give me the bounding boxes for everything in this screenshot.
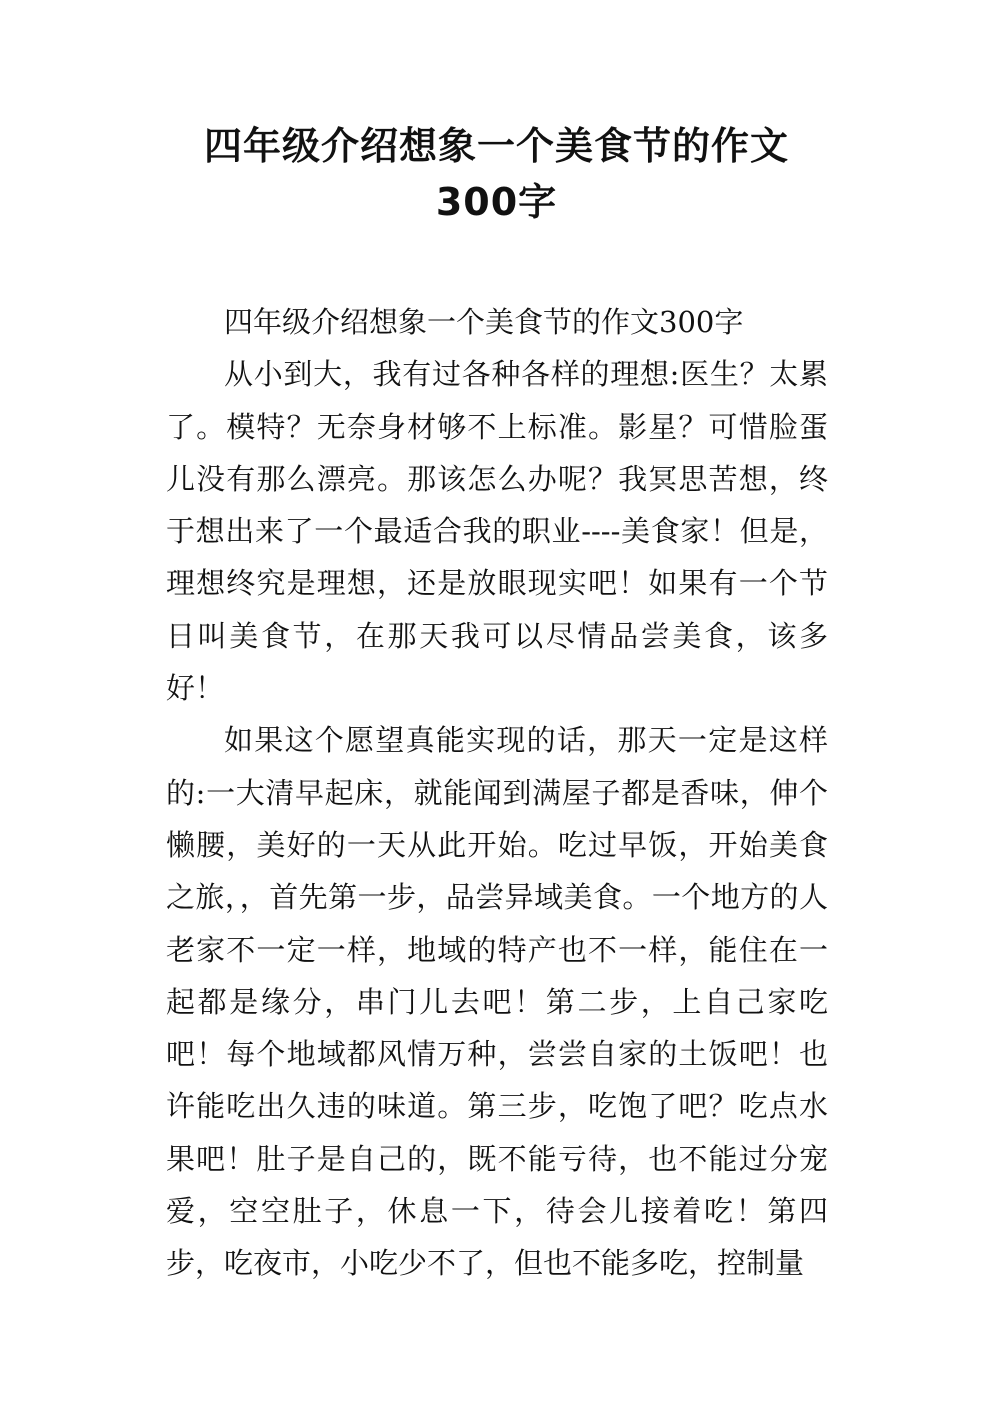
document-body [166, 296, 828, 1290]
paragraph-2: 如果这个愿望真能实现的话，那天一定是这样的:一大清早起床，就能闻到满屋子都是香味，伸个懒腰，美好的一天从此开始。吃过早饭，开始美食之旅，，首先第一步，品尝异域美食。一个地方的人老家不一定一样，地域的特产也不一样，能住在一起都是缘分，串门儿去吧！第二步，上自己家吃吧！每个地域都风情万种，尝尝自家的土饭吧！也许能吃出久违的味道。第三步，吃饱了吧？吃点水果吧！肚子是自己的，既不能亏待，也不能过分宠爱，空空肚子，休息一下，待会儿接着吃！第四步，吃夜市，小吃少不了，但也不能多吃，控制量 [166, 723, 828, 1281]
paragraph-subtitle: 四年级介绍想象一个美食节的作文300字 [224, 305, 744, 339]
paragraph-1: 从小到大，我有过各种各样的理想:医生？太累了。模特？无奈身材够不上标准。影星？可惜脸蛋儿没有那么漂亮。那该怎么办呢？我冥思苦想，终于想出来了一个最适合我的职业----美食家！但是，理想终究是理想，还是放眼现实吧！如果有一个节日叫美食节，在那天我可以尽情品尝美食，该多好！ [166, 357, 828, 706]
title-line-1: 四年级介绍想象一个美食节的作文 [203, 124, 789, 168]
document-title [0, 118, 993, 230]
title-line-2: 300字 [435, 180, 558, 224]
